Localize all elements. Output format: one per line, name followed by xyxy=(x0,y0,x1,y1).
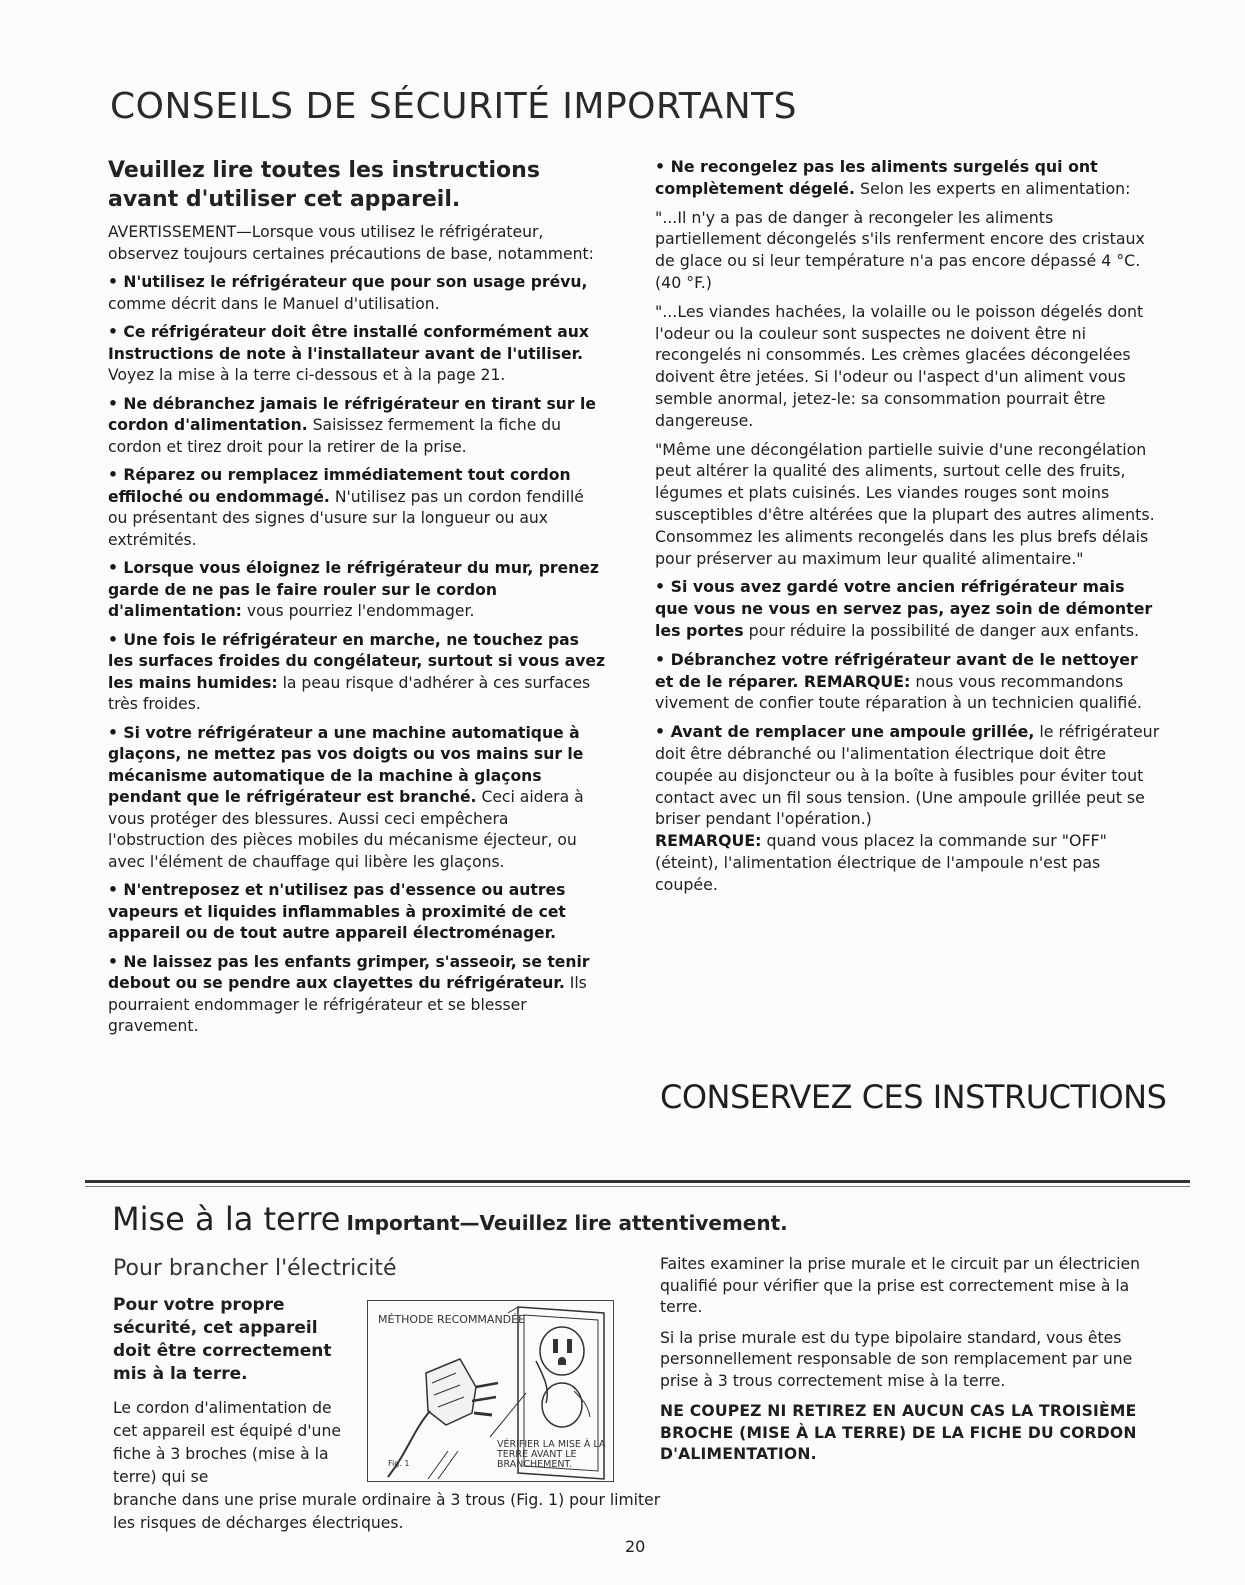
bulb-remark-label: REMARQUE: xyxy=(655,831,762,851)
grounding-right-column xyxy=(660,1254,1165,1475)
unplug-text: nous vous recommandons vivement de confier toute réparation à un technicien qualifié. xyxy=(655,671,1143,713)
old-fridge-item xyxy=(655,576,1160,641)
grounding-title-sub: Important—Veuillez lire attentivement. xyxy=(346,1211,788,1235)
expert-quote: "...Les viandes hachées, la volaille ou le poisson dégelés dont l'odeur ou la couleur sont suspectes ne doivent être ni recongelés ni consommés. Les crèmes glacées décongelées doivent être jetées. Si l'odeur ou l'aspect d'un aliment vous semble anormal, jetez-le: sa consommation pourrait être dangereuse. xyxy=(655,301,1144,430)
old-fridge-bold: • Si vous avez gardé votre ancien réfrigérateur mais que vous ne vous en servez pas, ayez soin de démonter les portes xyxy=(655,577,1153,640)
safety-item xyxy=(108,322,608,387)
expert-quote: "...Il n'y a pas de danger à recongeler les aliments partiellement décongelés s'ils renferment encore des cristaux de glace ou si leur température n'a pas encore dépassé 4 °C. (40 °F.) xyxy=(655,207,1145,292)
safety-item xyxy=(108,558,608,623)
safety-item-bold: • Si votre réfrigérateur a une machine automatique à glaçons, ne mettez pas vos doigts ou vos mains sur le mécanisme automatique de la machine à glaçons pendant que le réfrigérateur est branché. xyxy=(108,723,584,806)
safety-item xyxy=(108,465,608,551)
safety-item xyxy=(108,880,608,945)
grounding-title-main: Mise à la terre xyxy=(112,1200,341,1238)
refreeze-bold: • Ne recongelez pas les aliments surgelés qui ont complètement dégelé. xyxy=(655,157,1098,198)
safety-item-text: Voyez la mise à la terre ci-dessous et à la page 21. xyxy=(108,366,506,384)
unplug-bold: • Débranchez votre réfrigérateur avant de le nettoyer et de le réparer. REMARQUE: xyxy=(655,649,1138,691)
safety-item-bold: • N'utilisez le réfrigérateur que pour son usage prévu, xyxy=(108,273,588,291)
bulb-bold: • Avant de remplacer une ampoule grillée, xyxy=(655,722,1035,742)
safety-item xyxy=(108,723,608,874)
figure-method-label: MÉTHODE RECOMMANDÉE xyxy=(378,1313,526,1326)
warning-label: AVERTISSEMENT xyxy=(108,223,237,241)
old-fridge-text: pour réduire la possibilité de danger aux enfants. xyxy=(743,620,1140,640)
safety-item-bold: • Ce réfrigérateur doit être installé conformément aux Instructions de note à l'installateur avant de l'utiliser. xyxy=(108,323,589,363)
safety-item xyxy=(108,394,608,459)
safety-item-bold: • Ne débranchez jamais le réfrigérateur en tirant sur le cordon d'alimentation. xyxy=(108,394,596,434)
grounding-title xyxy=(112,1200,788,1238)
safety-item-text: N'utilisez pas un cordon fendillé ou présentant des signes d'usure sur la longueur ou aux extrémités. xyxy=(108,487,584,549)
safety-item-text: comme décrit dans le Manuel d'utilisation. xyxy=(108,294,440,313)
grounding-body-tail: branche dans une prise murale ordinaire à 3 trous (Fig. 1) pour limiter les risques de décharges électriques. xyxy=(113,1491,661,1532)
safety-item xyxy=(108,272,608,315)
grounding-right-p2: Si la prise murale est du type bipolaire standard, vous êtes personnellement responsable de son remplacement par une prise à 3 trous correctement mise à la terre. xyxy=(660,1328,1133,1390)
figure-number: Fig. 1 xyxy=(388,1459,410,1468)
grounding-subtitle: Pour brancher l'électricité xyxy=(113,1256,397,1281)
safety-item-text: Ils pourraient endommager le réfrigérateur et se blesser gravement. xyxy=(108,974,587,1035)
safety-item xyxy=(108,952,608,1038)
grounding-body: Le cordon d'alimentation de cet appareil est équipé d'une fiche à 3 broches (mise à la terre) qui se xyxy=(113,1399,341,1486)
safety-item-text: Saisissez fermement la fiche du cordon et tirez droit pour la retirer de la prise. xyxy=(108,416,562,456)
safety-item-bold: • Une fois le réfrigérateur en marche, ne touchez pas les surfaces froides du congélateur, surtout si vous avez les mains humides: xyxy=(108,630,606,692)
bulb-item xyxy=(655,721,1160,895)
grounded-plug-figure xyxy=(367,1300,614,1482)
safety-item-bold: • Lorsque vous éloignez le réfrigérateur du mur, prenez garde de ne pas le faire rouler sur le cordon d'alimentation: xyxy=(108,559,599,620)
refreeze-item xyxy=(655,156,1160,200)
warning-text: —Lorsque vous utilisez le réfrigérateur, observez toujours certaines précautions de base, notamment: xyxy=(108,223,594,263)
page-title: CONSEILS DE SÉCURITÉ IMPORTANTS xyxy=(110,86,797,127)
warning-paragraph xyxy=(108,222,608,265)
expert-quote: "Même une décongélation partielle suivie d'une recongélation peut altérer la qualité des aliments, surtout celle des fruits, légumes et plats cuisinés. Les viandes rouges sont moins susceptibles d'être altérées que la plupart des autres aliments. Consommez les aliments recongelés dans les plus brefs délais pour préserver au maximum leur qualité alimentaire." xyxy=(655,439,1155,568)
grounding-right-p1: Faites examiner la prise murale et le circuit par un électricien qualifié pour vérifier que la prise est correctement mise à la terre. xyxy=(660,1255,1141,1316)
safety-item-bold: • Réparez ou remplacez immédiatement tout cordon effiloché ou endommagé. xyxy=(108,466,571,506)
refreeze-text: Selon les experts en alimentation: xyxy=(855,178,1131,198)
grounding-warning-caps: NE COUPEZ NI RETIREZ EN AUCUN CAS LA TROISIÈME BROCHE (MISE À LA TERRE) DE LA FICHE DU CORDON D'ALIMENTATION. xyxy=(660,1402,1137,1463)
section-divider-thin xyxy=(85,1186,1190,1187)
safety-item-bold: • N'entreposez et n'utilisez pas d'essence ou autres vapeurs et liquides inflammables à proximité de cet appareil ou de tout autre appareil électroménager. xyxy=(108,881,566,942)
safety-item-bold: • Ne laissez pas les enfants grimper, s'asseoir, se tenir debout ou se pendre aux clayettes du réfrigérateur. xyxy=(108,952,590,992)
bulb-text: le réfrigérateur doit être débranché ou l'alimentation électrique doit être coupée au disjoncteur ou à la boîte à fusibles pour éviter tout contact avec un fil sous tension. (Une ampoule grillée peut se briser pendant l'opération.) xyxy=(655,722,1160,829)
safety-item-text: vous pourriez l'endommager. xyxy=(241,602,475,620)
keep-instructions-heading: CONSERVEZ CES INSTRUCTIONS xyxy=(660,1078,1167,1116)
figure-check-label: VÉRIFIER LA MISE À LA TERRE AVANT LE BRANCHEMENT. xyxy=(497,1439,606,1470)
safety-item-text: la peau risque d'adhérer à ces surfaces très froides. xyxy=(108,673,591,713)
safety-item-text: Ceci aidera à vous protéger des blessures. Aussi ceci empêchera l'obstruction des pièces mobiles du mécanisme éjecteur, ou avec l'élément de chauffage qui libère les glaçons. xyxy=(108,788,584,871)
unplug-item xyxy=(655,649,1160,714)
grounding-bold-intro: Pour votre propre sécurité, cet appareil doit être correctement mis à la terre. xyxy=(113,1295,332,1384)
instructions-subheading: Veuillez lire toutes les instructions avant d'utiliser cet appareil. xyxy=(108,158,540,212)
bulb-remark-text: quand vous placez la commande sur "OFF" (éteint), l'alimentation électrique de l'ampoule n'est pas coupée. xyxy=(655,831,1107,894)
left-column xyxy=(108,156,608,1045)
safety-item xyxy=(108,630,608,716)
page-number: 20 xyxy=(625,1537,646,1556)
right-column xyxy=(655,156,1160,903)
section-divider xyxy=(85,1180,1190,1183)
